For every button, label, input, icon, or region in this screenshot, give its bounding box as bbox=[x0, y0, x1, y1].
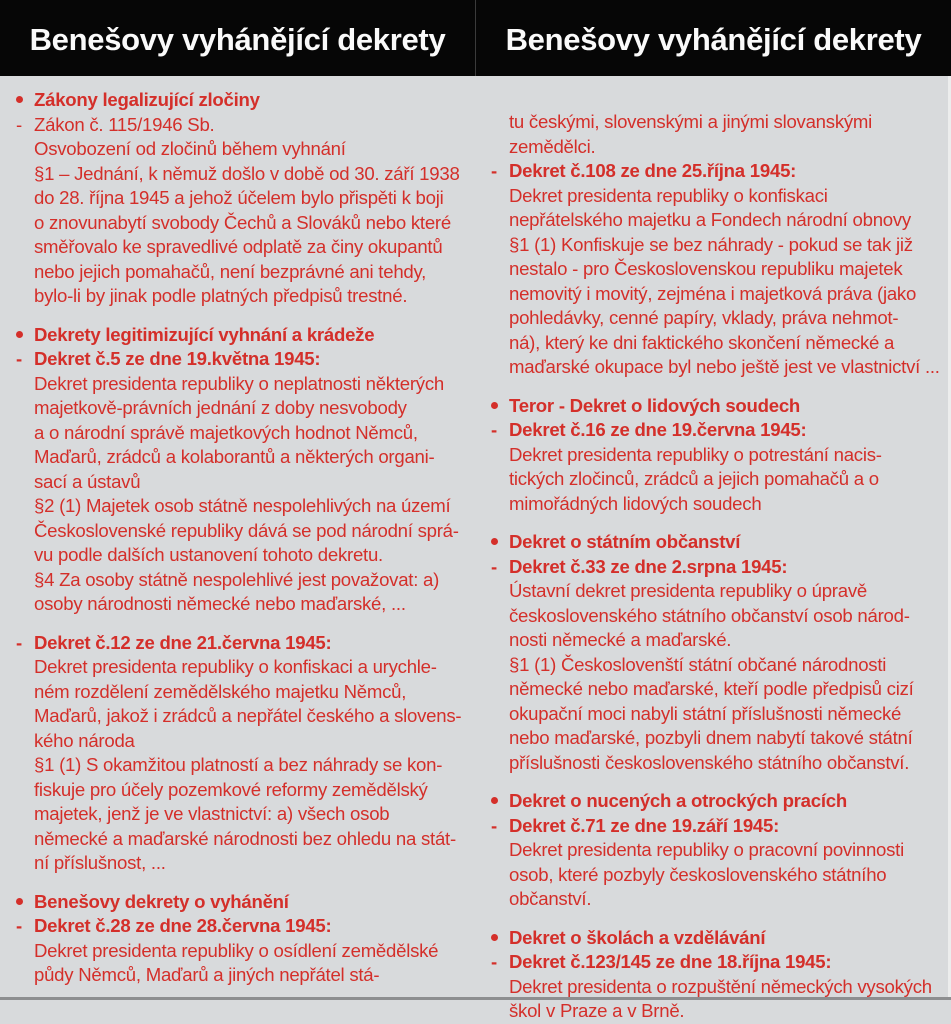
dash-marker: - bbox=[16, 113, 22, 135]
bullet-icon bbox=[9, 88, 29, 113]
text-line: mimořádných lidových soudech bbox=[509, 492, 762, 514]
text-line: §2 (1) Majetek osob státně nespolehlivých na území bbox=[34, 495, 451, 516]
text-line: bylo-li by jinak podle platných předpisů trestné. bbox=[34, 285, 408, 306]
bullet-icon bbox=[484, 394, 504, 419]
section-heading bbox=[484, 789, 939, 814]
text-line: půdy Němců, Maďarů a jiných nepřátel stá- bbox=[34, 964, 380, 985]
text-line: §1 (1) S okamžitou platností a bez náhrady se kon- bbox=[34, 754, 443, 775]
text-line: pohledávky, cenné papíry, vklady, práva nehmot- bbox=[509, 307, 899, 328]
text-line: Československé republiky dává se pod národní sprá- bbox=[34, 519, 459, 541]
item-body bbox=[34, 372, 464, 617]
list-item-continued bbox=[484, 110, 939, 159]
text-line: německé a maďarské národnosti bez ohledu na stát- bbox=[34, 827, 456, 849]
text-line: §1 – Jednání, k němuž došlo v době od 30. září 1938 bbox=[34, 162, 460, 184]
dash-marker: - bbox=[491, 951, 497, 972]
bullet-icon bbox=[484, 530, 504, 555]
section-heading bbox=[9, 88, 464, 113]
list-item bbox=[9, 113, 464, 309]
dash-marker: - bbox=[16, 915, 22, 936]
item-body bbox=[509, 184, 939, 380]
text-line: Dekret presidenta o rozpuštění německých vysokých bbox=[509, 975, 932, 997]
bullet-icon bbox=[484, 789, 504, 814]
text-line: Ústavní dekret presidenta republiky o úpravě bbox=[509, 580, 867, 601]
text-line: Dekret presidenta republiky o neplatnosti některých bbox=[34, 372, 444, 394]
text-line: §1 (1) Českoslovenští státní občané národnosti bbox=[509, 653, 887, 675]
text-line: a o národní správě majetkových hodnot Němců, bbox=[34, 421, 418, 443]
item-title: Dekret č.5 ze dne 19.května 1945: bbox=[34, 348, 321, 369]
right-column bbox=[484, 110, 939, 1024]
list-item bbox=[9, 914, 464, 988]
dash-marker: - bbox=[16, 631, 22, 653]
dash-marker: - bbox=[491, 160, 497, 181]
section-heading bbox=[484, 530, 939, 555]
item-body bbox=[34, 939, 464, 988]
list-item bbox=[9, 631, 464, 876]
text-line: ná), který ke dni faktického skončení německé a bbox=[509, 331, 895, 353]
text-line: Dekret presidenta republiky o potrestání nacis- bbox=[509, 443, 882, 465]
text-line: Maďarů, jakož i zrádců a nepřátel českého a slovens- bbox=[34, 705, 462, 726]
heading-text: Dekrety legitimizující vyhnání a krádeže bbox=[34, 323, 375, 345]
text-line: Dekret presidenta republiky o pracovní povinnosti bbox=[509, 839, 904, 860]
text-line: majetek, jenž je ve vlastnictví: a) všech osob bbox=[34, 803, 390, 824]
item-title: Dekret č.16 ze dne 19.června 1945: bbox=[509, 419, 807, 440]
list-item bbox=[484, 555, 939, 776]
text-line: osoby národnosti německé nebo maďarské, ... bbox=[34, 593, 406, 614]
text-line: o znovunabytí svobody Čechů a Slováků nebo které bbox=[34, 211, 451, 233]
item-title: Dekret č.28 ze dne 28.června 1945: bbox=[34, 915, 332, 936]
item-body bbox=[509, 579, 939, 775]
section-heading bbox=[484, 926, 939, 951]
text-line: §1 (1) Konfiskuje se bez náhrady - pokud se tak již bbox=[509, 233, 913, 255]
page-title-right: Benešovy vyhánějící dekrety bbox=[505, 22, 922, 57]
text-line: Maďarů, zrádců a kolaborantů a některých organi- bbox=[34, 446, 435, 467]
item-title: Dekret č.12 ze dne 21.června 1945: bbox=[34, 631, 332, 653]
text-line: Osvobození od zločinů během vyhnání bbox=[34, 138, 346, 159]
heading-text: Zákony legalizující zločiny bbox=[34, 89, 260, 110]
text-line: československého státního občanství osob národ- bbox=[509, 604, 910, 626]
text-line: okupační moci nabyli státní příslušnosti německé bbox=[509, 702, 902, 724]
list-item bbox=[484, 418, 939, 516]
text-line: fiskuje pro účely pozemkové reformy zemědělský bbox=[34, 778, 428, 800]
dash-marker: - bbox=[491, 555, 497, 577]
text-line: tických zločinců, zrádců a jejich pomahačů a o bbox=[509, 468, 879, 489]
text-line: nestalo - pro Československou republiku majetek bbox=[509, 258, 903, 279]
heading-text: Dekret o školách a vzdělávání bbox=[509, 926, 766, 948]
heading-text: Dekret o státním občanství bbox=[509, 531, 741, 552]
item-body bbox=[34, 137, 464, 309]
item-body bbox=[509, 838, 939, 912]
section-heading bbox=[9, 323, 464, 348]
text-line: nemovitý i movitý, zejména i majetková práva (jako bbox=[509, 282, 917, 304]
text-line: zemědělci. bbox=[509, 135, 596, 157]
item-body bbox=[34, 655, 464, 876]
item-title: Dekret č.33 ze dne 2.srpna 1945: bbox=[509, 555, 788, 577]
item-title: Dekret č.108 ze dne 25.října 1945: bbox=[509, 160, 797, 181]
text-line: příslušnosti československého státního občanství. bbox=[509, 751, 910, 773]
list-item bbox=[9, 347, 464, 617]
item-title: Zákon č. 115/1946 Sb. bbox=[34, 113, 215, 135]
text-line: tu českými, slovenskými a jinými slovanskými bbox=[509, 111, 873, 132]
list-item bbox=[484, 814, 939, 912]
heading-text: Dekret o nucených a otrockých pracích bbox=[509, 790, 847, 811]
text-line: osob, které pozbyly československého státního bbox=[509, 863, 887, 885]
text-line: Dekret presidenta republiky o konfiskaci bbox=[509, 184, 828, 206]
text-line: sací a ústavů bbox=[34, 470, 141, 492]
text-line: ném rozdělení zemědělského majetku Němců, bbox=[34, 680, 407, 702]
list-item bbox=[484, 950, 939, 1024]
bullet-icon bbox=[9, 890, 29, 915]
text-line: §4 Za osoby státně nespolehlivé jest považovat: a) bbox=[34, 568, 440, 590]
dash-marker: - bbox=[491, 814, 497, 836]
section-heading bbox=[484, 394, 939, 419]
left-column bbox=[9, 88, 464, 988]
heading-text: Teror - Dekret o lidových soudech bbox=[509, 394, 801, 416]
text-line: nepřátelského majetku a Fondech národní obnovy bbox=[509, 209, 911, 230]
text-line: Dekret presidenta republiky o konfiskaci a urychle- bbox=[34, 656, 437, 677]
list-item bbox=[484, 159, 939, 380]
section-heading bbox=[9, 890, 464, 915]
heading-text: Benešovy dekrety o vyhánění bbox=[34, 890, 289, 912]
text-line: škol v Praze a v Brně. bbox=[509, 1000, 685, 1021]
text-line: ní příslušnost, ... bbox=[34, 852, 166, 873]
dash-marker: - bbox=[491, 419, 497, 440]
bullet-icon bbox=[9, 323, 29, 348]
text-line: nosti německé a maďarské. bbox=[509, 629, 732, 650]
text-line: německé nebo maďarské, kteří podle předpisů cizí bbox=[509, 678, 914, 699]
dash-marker: - bbox=[16, 348, 22, 369]
text-line: maďarské okupace byl nebo ještě jest ve vlastnictví ... bbox=[509, 356, 940, 377]
item-body bbox=[509, 110, 939, 159]
item-title: Dekret č.71 ze dne 19.září 1945: bbox=[509, 814, 780, 836]
text-line: občanství. bbox=[509, 888, 592, 909]
bullet-icon bbox=[484, 926, 504, 951]
text-line: nebo maďarské, pozbyli dnem nabytí takové státní bbox=[509, 727, 913, 748]
text-line: do 28. října 1945 a jehož účelem bylo přispěti k boji bbox=[34, 187, 444, 208]
page-title-left: Benešovy vyhánějící dekrety bbox=[29, 22, 446, 57]
text-line: kého národa bbox=[34, 729, 135, 751]
text-line: majetkově-právních jednání z doby nesvobody bbox=[34, 397, 407, 418]
item-title: Dekret č.123/145 ze dne 18.října 1945: bbox=[509, 951, 832, 972]
item-body bbox=[509, 443, 939, 517]
text-line: nebo jejich pomahačů, není bezprávné ani tehdy, bbox=[34, 260, 427, 282]
text-line: Dekret presidenta republiky o osídlení zemědělské bbox=[34, 939, 439, 961]
text-line: směřovalo ke spravedlivé odplatě za činy okupantů bbox=[34, 236, 443, 257]
header-band bbox=[0, 0, 951, 76]
text-line: vu podle dalších ustanovení tohoto dekretu. bbox=[34, 544, 383, 565]
